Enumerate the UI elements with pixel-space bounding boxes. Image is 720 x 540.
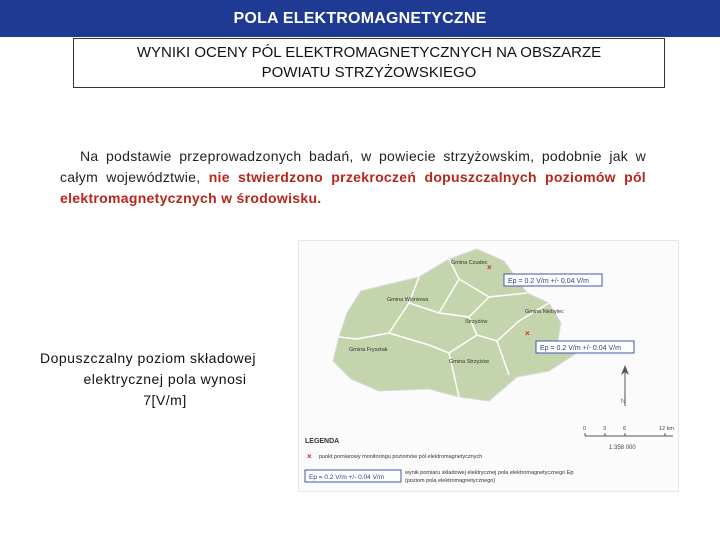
scale-tick: 3 [603,426,607,432]
paragraph-highlight-2: elektromagnetycznych w środowisku. [60,190,322,206]
gmina-label: Strzyżów [465,319,488,325]
map-svg [299,241,678,491]
subtitle-box [73,38,665,88]
gmina-label: Gmina Frysztak [349,347,388,353]
gmina-label: Gmina Wiśniowa [387,297,429,303]
north-arrow-icon [621,365,629,406]
measurement-point-icon: × [487,263,492,272]
note-line1: Dopuszczalny poziom składowej [40,350,257,366]
county-map [298,240,679,492]
paragraph-highlight-1: nie stwierdzono przekroczeń dopuszczalnych poziomów pól [208,169,646,185]
scale-tick: 12 km [659,426,674,432]
gmina-label: Gmina Niebylec [525,309,564,315]
callout-right-text: Ep = 0.2 V/m +/- 0.04 V/m [540,345,621,352]
svg-text:N: N [621,399,626,405]
gmina-label: Gmina Czudec [451,260,488,266]
subtitle-line1: WYNIKI OCENY PÓL ELEKTROMAGNETYCZNYCH NA OBSZARZE [136,44,602,61]
scale-bar [583,426,674,451]
callout-top-text: Ep = 0.2 V/m +/- 0.04 V/m [508,278,589,285]
subtitle-line2: POWIATU STRZYŻOWSKIEGO [261,64,477,81]
page-title: POLA ELEKTROMAGNETYCZNE [233,9,487,27]
scale-tick: 0 [583,426,587,432]
limit-note [40,348,290,411]
scale-tick: 6 [623,426,627,432]
paragraph-text: Na podstawie przeprowadzonych badań, w powiecie strzyżowskim, podobnie jak w całym województwie, [60,148,646,185]
intro-paragraph [60,146,646,209]
legend-title: LEGENDA [305,438,340,445]
scale-ratio: 1:358 000 [609,445,636,451]
note-line3: 7[V/m] [143,392,187,408]
legend-callout-text: Ep = 0.2 V/m +/- 0.04 V/m [309,474,385,481]
legend-item-1: punkt pomiarowy monitoringu poziomów pól elektromagnetycznych [319,454,483,460]
measurement-point-icon: × [525,329,530,338]
legend-marker-icon: × [307,452,312,461]
note-line2: elektrycznej pola wynosi [83,371,247,387]
header-bar [0,0,720,37]
gmina-label: Gmina Strzyżów [449,359,490,365]
legend-item-2a: wynik pomiaru składowej elektrycznej pola elektromagnetycznego Ep [405,470,574,476]
legend-item-2b: (poziom pola elektromagnetycznego) [405,478,496,484]
